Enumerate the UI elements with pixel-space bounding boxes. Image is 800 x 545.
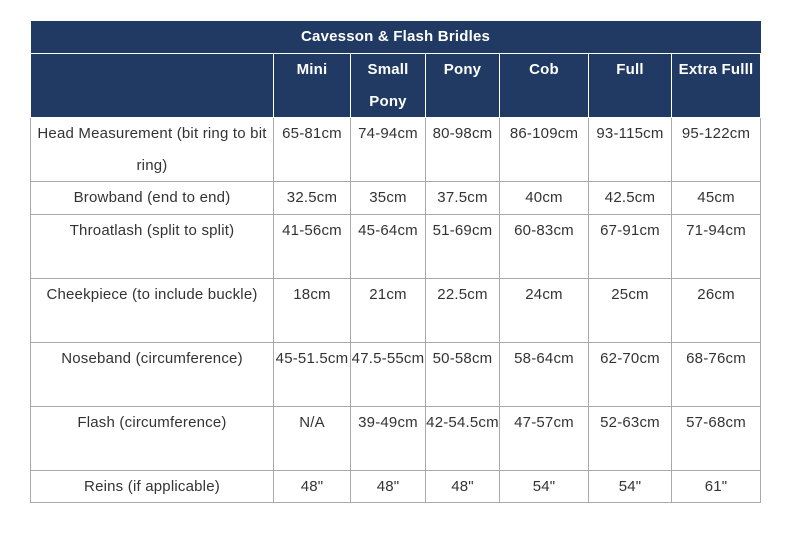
table-row: [31, 182, 761, 215]
table-cell: 41-56cm: [274, 214, 351, 278]
table-cell: 40cm: [500, 182, 589, 215]
table-cell: 54": [589, 470, 672, 503]
column-header-measurement: [31, 54, 274, 118]
table-cell: 39-49cm: [351, 406, 426, 470]
table-cell: 47.5-55cm: [351, 342, 426, 406]
table-cell: 80-98cm: [426, 118, 500, 182]
table-cell: 32.5cm: [274, 182, 351, 215]
column-header-small-pony: Small Pony: [351, 54, 426, 118]
column-header-cob: Cob: [500, 54, 589, 118]
table-cell: 22.5cm: [426, 278, 500, 342]
column-header-mini: Mini: [274, 54, 351, 118]
table-cell: 93-115cm: [589, 118, 672, 182]
table-cell: 48": [426, 470, 500, 503]
table-cell: 57-68cm: [672, 406, 761, 470]
table-cell: 71-94cm: [672, 214, 761, 278]
row-label: Flash (circumference): [31, 406, 274, 470]
table-cell: 24cm: [500, 278, 589, 342]
table-cell: 95-122cm: [672, 118, 761, 182]
row-label: Reins (if applicable): [31, 470, 274, 503]
table-cell: 61": [672, 470, 761, 503]
row-label: Noseband (circumference): [31, 342, 274, 406]
table-cell: 65-81cm: [274, 118, 351, 182]
table-cell: 58-64cm: [500, 342, 589, 406]
row-label: Browband (end to end): [31, 182, 274, 215]
table-cell: 48": [274, 470, 351, 503]
table-row: [31, 406, 761, 470]
column-header-extra-full: Extra Fulll: [672, 54, 761, 118]
table-cell: 18cm: [274, 278, 351, 342]
table-cell: 51-69cm: [426, 214, 500, 278]
table-cell: 42-54.5cm: [426, 406, 500, 470]
table-cell: 21cm: [351, 278, 426, 342]
table-row: [31, 470, 761, 503]
table-cell: 74-94cm: [351, 118, 426, 182]
table-row: [31, 214, 761, 278]
table-cell: 47-57cm: [500, 406, 589, 470]
table-cell: 52-63cm: [589, 406, 672, 470]
table-title: Cavesson & Flash Bridles: [31, 21, 761, 54]
table-cell: 26cm: [672, 278, 761, 342]
row-label: Cheekpiece (to include buckle): [31, 278, 274, 342]
table-cell: 54": [500, 470, 589, 503]
table-row: [31, 342, 761, 406]
row-label: Throatlash (split to split): [31, 214, 274, 278]
table-row: [31, 118, 761, 182]
table-cell: 45cm: [672, 182, 761, 215]
table-row: [31, 278, 761, 342]
table-cell: 25cm: [589, 278, 672, 342]
table-cell: 42.5cm: [589, 182, 672, 215]
table-cell: 60-83cm: [500, 214, 589, 278]
table-cell: 35cm: [351, 182, 426, 215]
table-cell: 62-70cm: [589, 342, 672, 406]
table-cell: 48": [351, 470, 426, 503]
table-cell: 45-51.5cm: [274, 342, 351, 406]
table-cell: 68-76cm: [672, 342, 761, 406]
table-cell: 67-91cm: [589, 214, 672, 278]
table-cell: 37.5cm: [426, 182, 500, 215]
table-cell: 86-109cm: [500, 118, 589, 182]
column-header-pony: Pony: [426, 54, 500, 118]
row-label: Head Measurement (bit ring to bit ring): [31, 118, 274, 182]
table-cell: 45-64cm: [351, 214, 426, 278]
bridle-size-table: [30, 21, 761, 503]
column-header-full: Full: [589, 54, 672, 118]
table-cell: 50-58cm: [426, 342, 500, 406]
table-cell: N/A: [274, 406, 351, 470]
